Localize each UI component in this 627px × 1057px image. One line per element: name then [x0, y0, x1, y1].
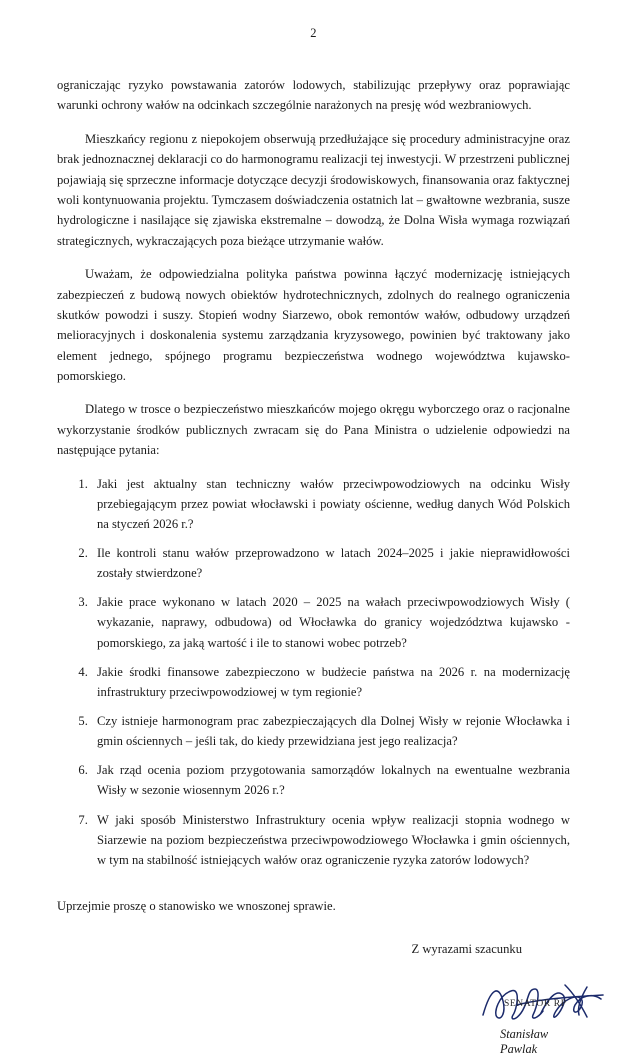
list-item: 3. Jakie prace wykonano w latach 2020 – 2025 na wałach przeciwpowodziowych Wisły ( wykazanie, naprawy, odbudowa) od Włocławka do granicy wojedzództwa kujawsko - pomorskiego, za jaką wartość i ile to stanowi wobec potrzeb?	[91, 592, 570, 652]
paragraph-continuation: ograniczając ryzyko powstawania zatorów lodowych, stabilizując przepływy oraz poprawiając warunki ochrony wałów na odcinkach szczególnie narażonych na presję wód wezbraniowych.	[57, 78, 570, 113]
list-item: 7. W jaki sposób Ministerstwo Infrastruktury ocenia wpływ realizacji stopnia wodnego w Siarzewie na poziom bezpieczeństwa przeciwpowodziowego Włocławka i gmin ościennych, w tym na stabilność istniejących wałów oraz ograniczenie ryzyka zatorów lodowych?	[91, 810, 570, 870]
signature-block	[57, 965, 570, 1057]
closing-request: Uprzejmie proszę o stanowisko we wnoszonej sprawie.	[57, 899, 336, 914]
list-item: 5. Czy istnieje harmonogram prac zabezpieczających dla Dolnej Wisły w rejonie Włocławka i gmin ościennych – jeśli tak, do kiedy przewidziana jest jego realizacja?	[91, 711, 570, 751]
senator-stamp-text: SENATOR RP	[504, 999, 567, 1010]
signature-name: Stanisław Pawlak	[500, 1027, 549, 1057]
questions-list	[57, 474, 570, 870]
list-item: 4. Jakie środki finansowe zabezpieczono w budżecie państwa na 2026 r. na modernizację infrastruktury przeciwpowodziowej w tym regionie?	[91, 662, 570, 702]
list-item: 6. Jak rząd ocenia poziom przygotowania samorządów lokalnych na ewentualne wezbrania Wisły w sezonie wiosennym 2026 r.?	[91, 760, 570, 800]
list-item: 1. Jaki jest aktualny stan techniczny wałów przeciwpowodziowych na odcinku Wisły przebiegającym przez powiat włocławski i powiaty ościenne, według danych Wód Polskich na styczeń 2026 r.?	[91, 474, 570, 534]
list-item: 2. Ile kontroli stanu wałów przeprowadzono w latach 2024–2025 i jakie nieprawidłowości zostały stwierdzone?	[91, 543, 570, 583]
page-number: 2	[310, 26, 317, 40]
paragraph-residents-concerns: Mieszkańcy regionu z niepokojem obserwują przedłużające się procedury administracyjne oraz brak jednoznacznej deklaracji co do harmonogramu realizacji tej inwestycji. W przestrzeni publicznej pojawiają się sprzeczne informacje dotyczące decyzji środowiskowych, finansowania oraz faktycznej woli kontynuowania projektu. Tymczasem doświadczenia ostatnich lat – gwałtowne wezbrania, susze hydrologiczne i nasilające się zjawiska ekstremalne – dowodzą, że Dolna Wisła wymaga rozwiązań strategicznych, wykraczających poza bieżące utrzymanie wałów.	[57, 131, 570, 248]
paragraph-questions-intro: Dlatego w trosce o bezpieczeństwo mieszkańców mojego okręgu wyborczego oraz o racjonalne wykorzystanie środków publicznych zwracam się do Pana Ministra o udzielenie odpowiedzi na następujące pytania:	[57, 402, 570, 458]
paragraph-policy-opinion: Uważam, że odpowiedzialna polityka państwa powinna łączyć modernizację istniejących zabezpieczeń z budową nowych obiektów hydrotechnicznych, zdolnych do realnego ograniczenia skutków powodzi i suszy. Stopień wodny Siarzewo, obok remontów wałów, odbudowy urządzeń melioracyjnych i doskonalenia systemu zarządzania kryzysowego, powinien być traktowany jako element jednego, spójnego programu bezpieczeństwa wodnego województwa kujawsko-pomorskiego.	[57, 267, 570, 384]
signoff-text: Z wyrazami szacunku	[411, 942, 522, 957]
document-page	[0, 26, 627, 1057]
